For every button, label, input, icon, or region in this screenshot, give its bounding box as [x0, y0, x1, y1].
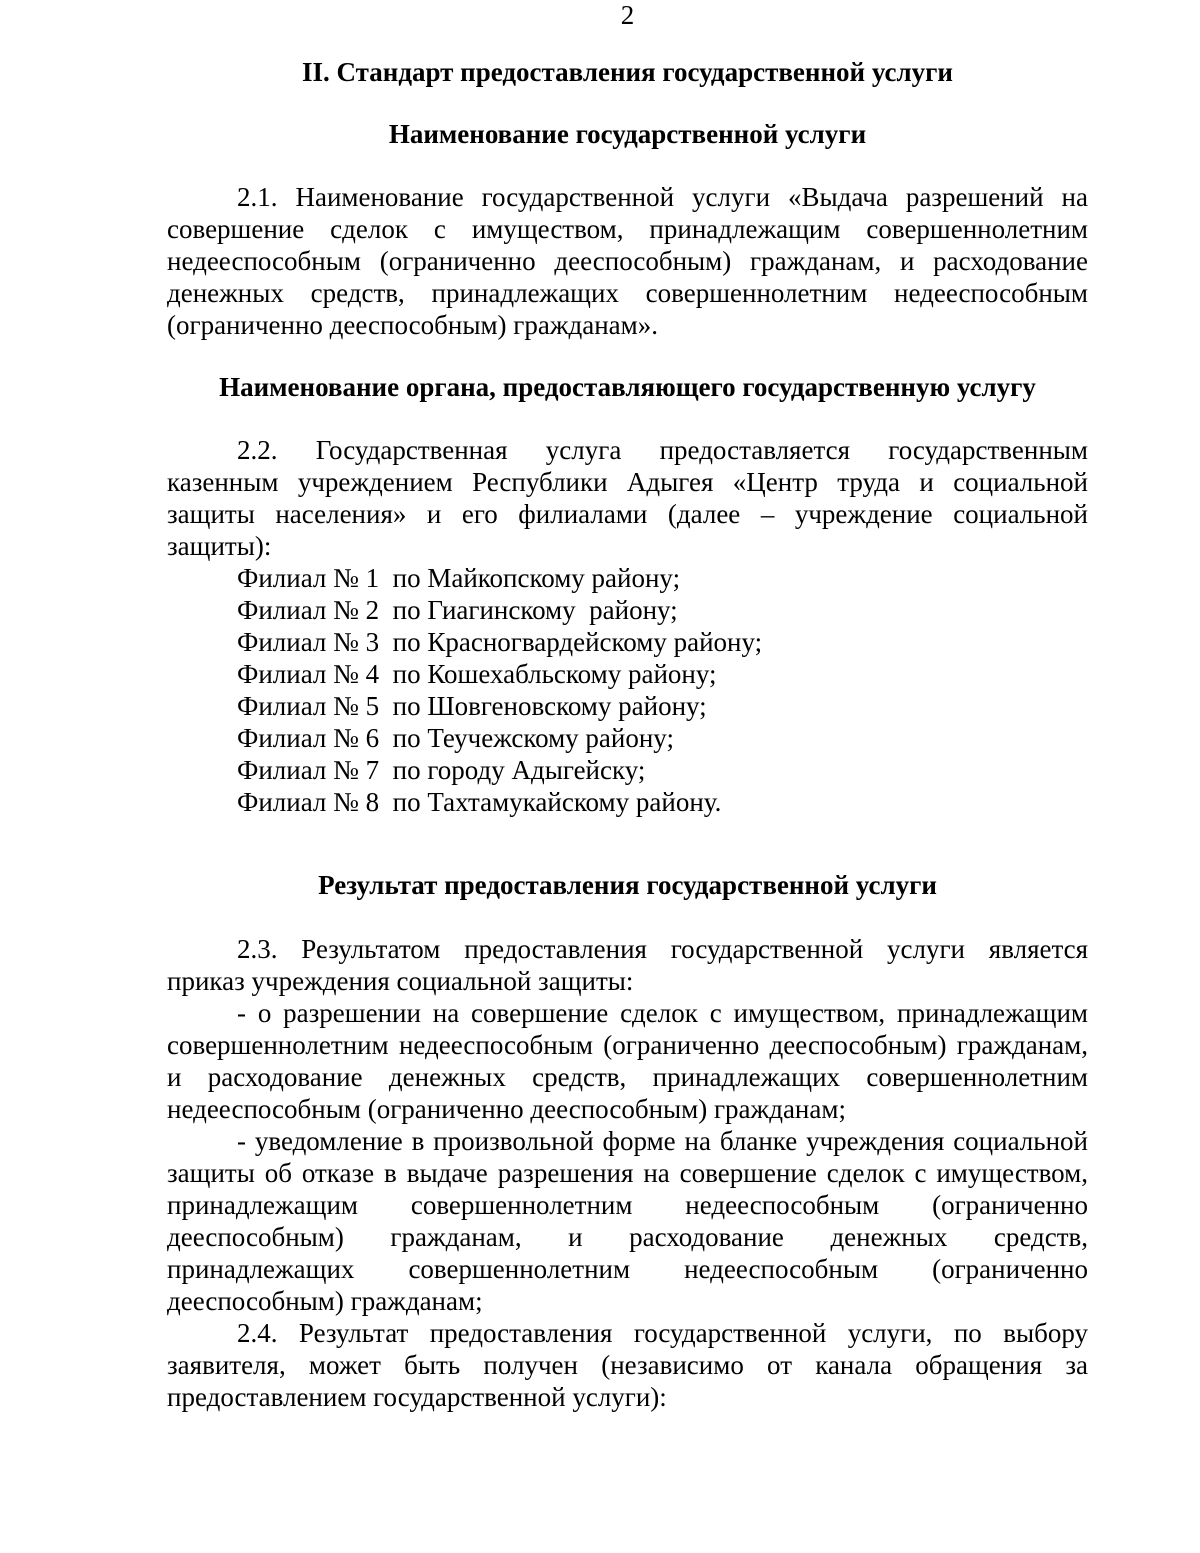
- text-line: защиты населения» и его филиалами (далее – учреждение социальной: [167, 499, 1088, 529]
- paragraph-2-2: [167, 434, 1088, 818]
- text-line: - о разрешении на совершение сделок с имуществом, принадлежащим: [237, 998, 1088, 1028]
- text-line: 2.1. Наименование государственной услуги «Выдача разрешений на: [237, 182, 1088, 212]
- branch-item: Филиал № 3 по Красногвардейскому району;: [237, 627, 763, 657]
- paragraph-2-1: [167, 181, 1088, 341]
- text-line: 2.3. Результатом предоставления государственной услуги является: [237, 934, 1088, 964]
- text-line: 2.4. Результат предоставления государственной услуги, по выбору: [237, 1318, 1088, 1348]
- branch-item: Филиал № 6 по Теучежскому району;: [237, 723, 674, 753]
- paragraph-2-3: [167, 933, 1088, 1413]
- text-line: принадлежащих совершеннолетним недееспособным (ограниченно: [167, 1254, 1088, 1284]
- branch-list: [167, 562, 1088, 818]
- heading-result: Результат предоставления государственной услуги: [318, 870, 937, 900]
- text-line: недееспособным (ограниченно дееспособным) гражданам, и расходование: [167, 246, 1088, 276]
- text-line: денежных средств, принадлежащих совершеннолетним недееспособным: [167, 278, 1088, 308]
- branch-item: Филиал № 1 по Майкопскому району;: [237, 563, 681, 593]
- branch-item: Филиал № 4 по Кошехабльскому району;: [237, 659, 717, 689]
- text-line: недееспособным (ограниченно дееспособным) гражданам;: [167, 1094, 846, 1124]
- text-line: приказ учреждения социальной защиты:: [167, 966, 634, 996]
- text-line: - уведомление в произвольной форме на бланке учреждения социальной: [237, 1126, 1088, 1156]
- text-line: и расходование денежных средств, принадлежащих совершеннолетним: [167, 1062, 1088, 1092]
- branch-item: Филиал № 2 по Гиагинскому району;: [237, 595, 678, 625]
- branch-item: Филиал № 7 по городу Адыгейску;: [237, 755, 646, 785]
- text-line: защиты):: [167, 531, 272, 561]
- text-line: защиты об отказе в выдаче разрешения на совершение сделок с имуществом,: [167, 1158, 1088, 1188]
- text-line: (ограниченно дееспособным) гражданам».: [167, 310, 658, 340]
- text-line: заявителя, может быть получен (независимо от канала обращения за: [167, 1350, 1088, 1380]
- heading-organ: Наименование органа, предоставляющего государственную услугу: [219, 372, 1036, 402]
- branch-item: Филиал № 8 по Тахтамукайскому району.: [237, 787, 722, 817]
- text-line: казенным учреждением Республики Адыгея «Центр труда и социальной: [167, 467, 1088, 497]
- heading-service-name: Наименование государственной услуги: [388, 119, 867, 149]
- text-line: совершение сделок с имуществом, принадлежащим совершеннолетним: [167, 214, 1088, 244]
- text-line: 2.2. Государственная услуга предоставляется государственным: [237, 435, 1088, 465]
- page-number: 2: [620, 0, 635, 30]
- text-line: совершеннолетним недееспособным (ограниченно дееспособным) гражданам,: [167, 1030, 1088, 1060]
- text-line: предоставлением государственной услуги):: [167, 1382, 667, 1412]
- text-line: дееспособным) гражданам, и расходование денежных средств,: [167, 1222, 1088, 1252]
- text-line: дееспособным) гражданам;: [167, 1286, 483, 1316]
- text-line: принадлежащим совершеннолетним недееспособным (ограниченно: [167, 1190, 1088, 1220]
- branch-item: Филиал № 5 по Шовгеновскому району;: [237, 691, 707, 721]
- section-title: II. Стандарт предоставления государственной услуги: [302, 57, 953, 87]
